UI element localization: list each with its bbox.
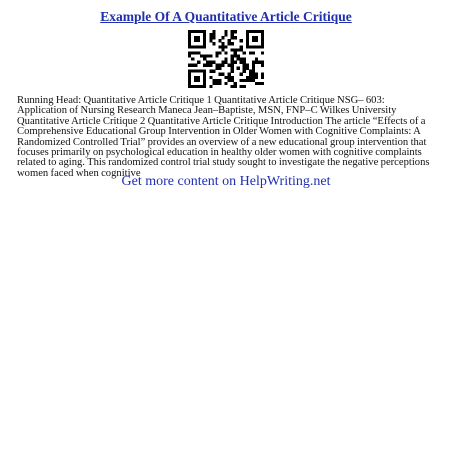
get-more-content-link[interactable]: Get more content on HelpWriting.net	[121, 174, 331, 189]
document-body-text: Running Head: Quantitative Article Critique 1 Quantitative Article Critique NSG– 603: Application of Nursing Research Maneca Jean–Baptiste, MSN, FNP–C Wilkes University Quantitative Article Critique 2 Quantitative Article Critique Introduction The article “Effects of a Comprehensive Educational Group Intervention in Older Women with Cognitive Complaints: A Randomized Controlled Trial” provides an overview of a new educational group intervention that focuses primarily on psychological education in healthy older women with cognitive complaints related to aging. This randomized control trial study sought to investigate the negative perceptions women faced when cognitive	[17, 95, 430, 179]
qr-code-icon	[188, 30, 264, 88]
document-title-link[interactable]: Example Of A Quantitative Article Critique	[100, 9, 352, 24]
